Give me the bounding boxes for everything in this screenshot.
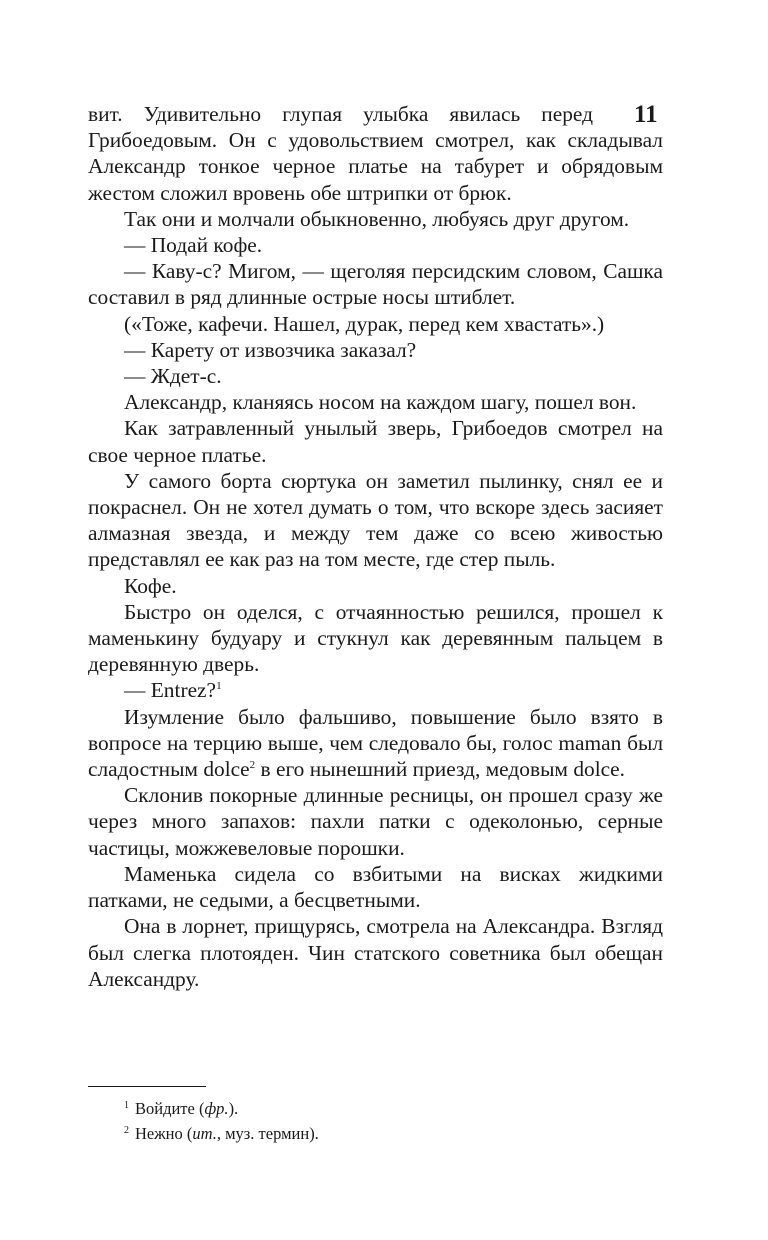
footnotes (124, 1096, 664, 1146)
footnote-mark: 1 (124, 1099, 129, 1111)
footnote-text: Войдите ( (135, 1099, 205, 1118)
footnote-abbrev: фр. (204, 1099, 229, 1118)
paragraph-first-line: вит. Удивительно глупая улыбка явилась перед (88, 102, 593, 126)
paragraph: Как затравленный унылый зверь, Грибоедов смотрел на свое черное платье. (88, 416, 663, 467)
paragraph (88, 101, 663, 206)
paragraph-part: в его нынешний приезд, медовым dolce. (255, 757, 625, 782)
dialogue-line: — Каву-с? Мигом, — щеголяя персидским словом, Сашка составил в ряд длинные острые носы штиблет. (88, 259, 663, 310)
footnote-text: Нежно ( (135, 1124, 193, 1143)
dialogue-line (88, 677, 663, 703)
footnote (124, 1121, 664, 1146)
footnote-text: ). (228, 1099, 239, 1118)
dialogue-line: — Ждет-с. (124, 364, 222, 389)
page-number: 11 (634, 101, 658, 128)
footnote-text: муз. термин). (220, 1124, 319, 1143)
footnote (124, 1096, 664, 1121)
footnote-abbrev: ит., (192, 1124, 221, 1143)
dialogue-line: — Карету от извозчика заказал? (124, 337, 417, 362)
paragraph (88, 704, 663, 783)
paragraph: Быстро он оделся, с отчаянностью решился, прошел к маменькину будуару и стукнул как деревянным пальцем в деревянную дверь. (88, 599, 663, 677)
paragraph-continuation: Грибоедовым. Он с удовольствием смотрел, как складывал Александр тонкое черное платье на табурет и обрядовым жестом сложил вровень обе штрипки от брюк. (88, 128, 663, 205)
paragraph: Маменька сидела со взбитыми на висках жидкими патками, не седыми, а бесцветными. (88, 861, 663, 913)
paragraph: Она в лорнет, прищурясь, смотрела на Александра. Взгляд был слегка плотояден. Чин статского советника был обещан Александру. (88, 914, 663, 991)
paragraph: Кофе. (124, 573, 177, 598)
paragraph: Александр, кланяясь носом на каждом шагу, пошел вон. (124, 390, 637, 415)
paragraph: У самого борта сюртука он заметил пылинку, снял ее и покраснел. Он не хотел думать о том, что вскоре здесь засияет алмазная звезда, и между тем даже со всею живостью представлял ее как раз на том месте, где стер пыль. (88, 468, 663, 572)
footnote-divider (88, 1086, 206, 1087)
footnote-mark: 2 (124, 1124, 129, 1136)
main-text (88, 101, 663, 992)
paragraph-part: Изумление было фальшиво, повышение было взято в вопросе на терцию выше, чем следовало бы, голос maman был сладостным dolce (88, 704, 663, 782)
footnote-ref: 2 (249, 758, 256, 771)
paragraph: Склонив покорные длинные ресницы, он прошел сразу же через много запахов: пахли патки с одеколонью, серные частицы, можжевеловые порошки. (88, 783, 663, 860)
dialogue-text: — Entrez? (124, 678, 217, 703)
paragraph: («Тоже, кафечи. Нашел, дурак, перед кем хвастать».) (124, 311, 605, 336)
dialogue-line: — Подай кофе. (124, 233, 263, 258)
paragraph: Так они и молчали обыкновенно, любуясь друг другом. (124, 206, 630, 231)
footnote-ref: 1 (216, 680, 222, 693)
